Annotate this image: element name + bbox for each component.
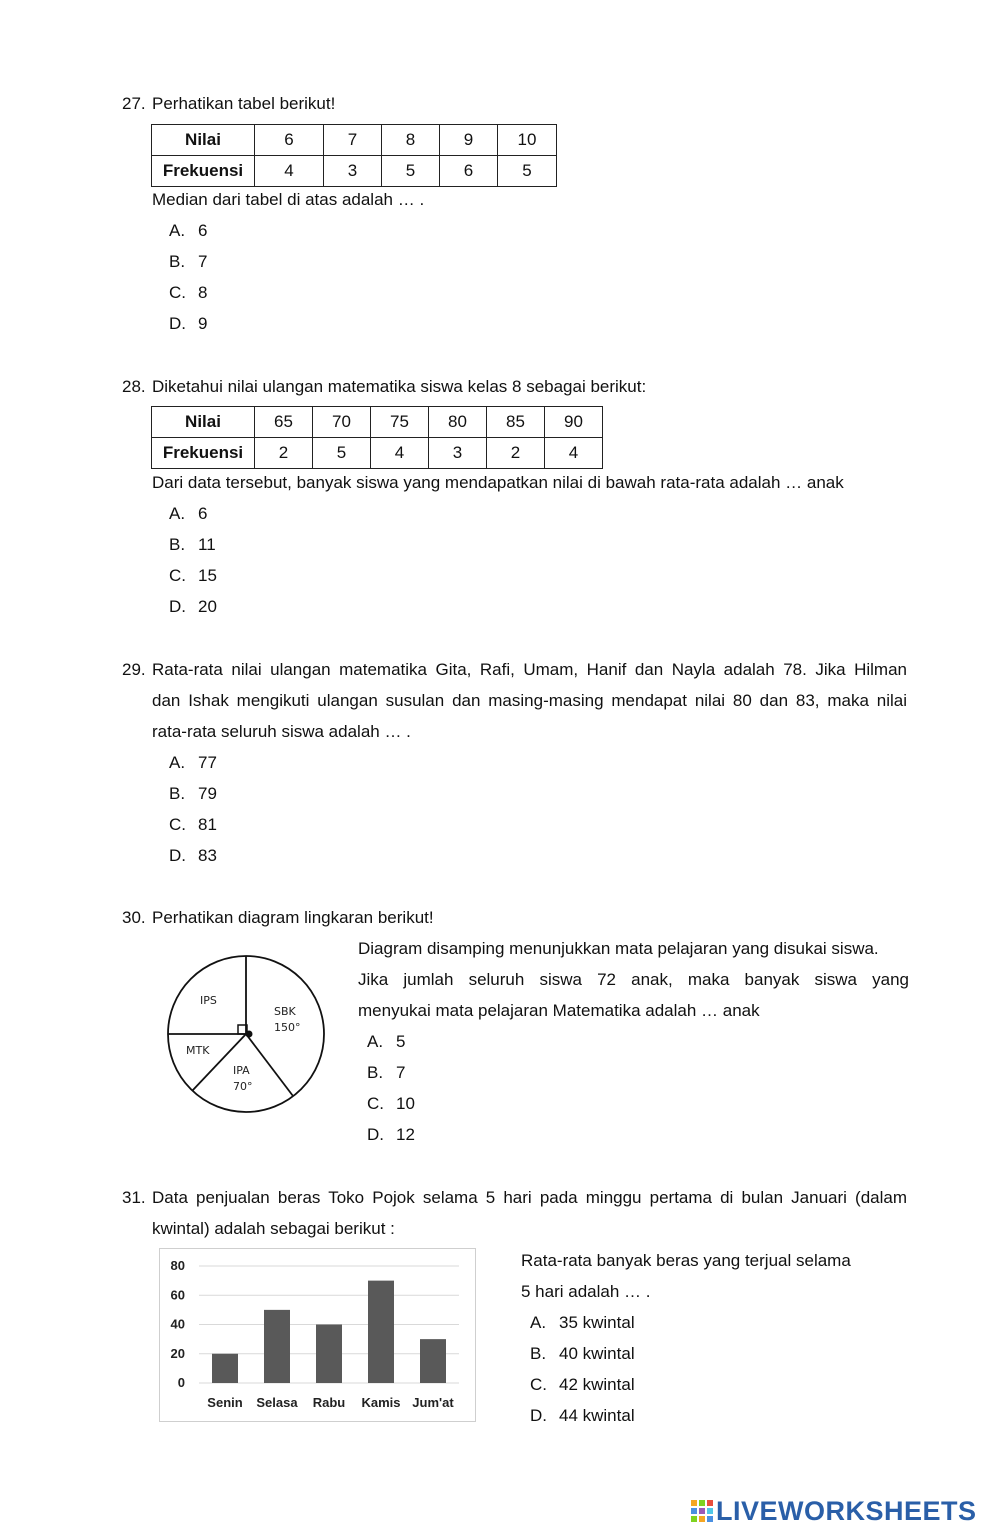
option-letter: A. — [367, 1032, 384, 1051]
option-letter: B. — [169, 252, 186, 271]
option-text: 7 — [198, 252, 208, 271]
pie-label-ips: IPS — [200, 994, 217, 1007]
x-category-label: Rabu — [312, 1395, 346, 1410]
option-text: 40 kwintal — [559, 1344, 635, 1363]
q30-line-1: Diagram disamping menunjukkan mata pelajaran yang disukai siswa. — [358, 939, 879, 958]
q30-option-b[interactable] — [367, 1063, 405, 1083]
pie-label-sbk-degree: 150° — [274, 1021, 301, 1034]
x-category-label: Jum'at — [412, 1395, 454, 1410]
q28-cell: 5 — [313, 438, 371, 469]
option-letter: B. — [530, 1344, 547, 1363]
q28-option-d[interactable] — [169, 597, 217, 617]
option-letter: B. — [169, 784, 186, 803]
y-tick-label: 80 — [170, 1258, 185, 1273]
q31-side-line-2: 5 hari adalah … . — [521, 1282, 651, 1301]
pie-label-ipa: IPA — [233, 1064, 250, 1077]
option-text: 6 — [198, 221, 208, 240]
liveworksheets-logo-icon — [690, 1499, 714, 1523]
q27-option-c[interactable] — [169, 283, 207, 303]
q28-option-c[interactable] — [169, 566, 217, 586]
q27-option-a[interactable] — [169, 221, 207, 241]
q28-option-a[interactable] — [169, 504, 207, 524]
q30-option-d[interactable] — [367, 1125, 415, 1145]
q27-cell: 5 — [498, 156, 557, 187]
q28-cell: 90 — [545, 407, 603, 438]
x-category-label: Selasa — [256, 1395, 298, 1410]
q27-cell: 4 — [255, 156, 324, 187]
q31-option-c[interactable] — [530, 1375, 635, 1395]
option-letter: C. — [530, 1375, 547, 1394]
liveworksheets-logo-text: LIVEWORKSHEETS — [716, 1495, 977, 1526]
option-text: 15 — [198, 566, 217, 585]
option-letter: D. — [169, 314, 186, 333]
x-category-label: Senin — [207, 1395, 243, 1410]
y-tick-label: 60 — [170, 1287, 185, 1303]
q30-line-2: Jika jumlah seluruh siswa 72 anak, maka banyak siswa yang — [358, 970, 909, 989]
q28-cell: 2 — [487, 438, 545, 469]
option-letter: C. — [169, 283, 186, 302]
q29-line-1: Rata-rata nilai ulangan matematika Gita, Rafi, Umam, Hanif dan Nayla adalah 78. Jika Hilman — [152, 660, 907, 679]
q28-row-label-frekuensi: Frekuensi — [152, 438, 255, 469]
option-text: 81 — [198, 815, 217, 834]
q28-cell: 75 — [371, 407, 429, 438]
q29-option-c[interactable] — [169, 815, 217, 835]
option-text: 42 kwintal — [559, 1375, 635, 1394]
option-text: 35 kwintal — [559, 1313, 635, 1332]
q30-line-3: menyukai mata pelajaran Matematika adalah … anak — [358, 1001, 760, 1020]
q30-prompt: Perhatikan diagram lingkaran berikut! — [152, 908, 434, 927]
q27-cell: 8 — [382, 125, 440, 156]
q28-table — [151, 406, 603, 469]
liveworksheets-logo[interactable] — [690, 1496, 977, 1526]
q27-cell: 9 — [440, 125, 498, 156]
option-letter: A. — [169, 504, 186, 523]
q29-option-b[interactable] — [169, 784, 217, 804]
option-letter: D. — [169, 597, 186, 616]
q30-option-a[interactable] — [367, 1032, 405, 1052]
q27-option-d[interactable] — [169, 314, 207, 334]
option-letter: C. — [169, 566, 186, 585]
q27-cell: 5 — [382, 156, 440, 187]
q28-cell: 4 — [545, 438, 603, 469]
q27-table — [151, 124, 557, 187]
bar-selasa — [264, 1310, 290, 1383]
bar-jumat — [420, 1339, 446, 1383]
option-text: 5 — [396, 1032, 406, 1051]
q31-line-1: Data penjualan beras Toko Pojok selama 5 hari pada minggu pertama di bulan Januari (dalam — [152, 1188, 907, 1207]
q28-prompt: Diketahui nilai ulangan matematika siswa kelas 8 sebagai berikut: — [152, 377, 647, 396]
option-letter: D. — [367, 1125, 384, 1144]
bar-chart — [159, 1248, 476, 1422]
q27-cell: 10 — [498, 125, 557, 156]
q27-option-b[interactable] — [169, 252, 207, 272]
option-letter: D. — [169, 846, 186, 865]
q31-line-2: kwintal) adalah sebagai berikut : — [152, 1219, 395, 1238]
pie-center-dot — [246, 1031, 253, 1038]
bar-senin — [212, 1354, 238, 1383]
q31-option-a[interactable] — [530, 1313, 635, 1333]
option-letter: C. — [169, 815, 186, 834]
option-text: 9 — [198, 314, 208, 333]
q28-cell: 80 — [429, 407, 487, 438]
option-text: 44 kwintal — [559, 1406, 635, 1425]
q28-option-b[interactable] — [169, 535, 216, 555]
q27-row-label-frekuensi: Frekuensi — [152, 156, 255, 187]
pie-label-mtk: MTK — [186, 1044, 210, 1057]
bar-kamis — [368, 1281, 394, 1383]
pie-chart — [160, 950, 335, 1120]
option-text: 12 — [396, 1125, 415, 1144]
q28-cell: 3 — [429, 438, 487, 469]
option-text: 8 — [198, 283, 208, 302]
option-text: 11 — [198, 535, 216, 554]
q27-cell: 6 — [440, 156, 498, 187]
option-letter: A. — [530, 1313, 547, 1332]
q31-option-d[interactable] — [530, 1406, 635, 1426]
q27-prompt: Perhatikan tabel berikut! — [152, 94, 336, 113]
q27-cell: 7 — [324, 125, 382, 156]
q27-cell: 3 — [324, 156, 382, 187]
q27-question: Median dari tabel di atas adalah … . — [152, 190, 425, 209]
y-tick-label: 20 — [170, 1345, 185, 1361]
pie-divider-sbk-ipa — [246, 1034, 293, 1096]
option-letter: A. — [169, 221, 186, 240]
x-category-label: Kamis — [361, 1395, 401, 1410]
q31-number: 31. — [122, 1188, 146, 1207]
y-tick-label: 40 — [170, 1316, 185, 1332]
pie-label-ipa-degree: 70° — [233, 1080, 253, 1093]
q28-cell: 2 — [255, 438, 313, 469]
q27-number: 27. — [122, 94, 146, 113]
q29-line-2: dan Ishak mengikuti ulangan susulan dan masing-masing mendapat nilai 80 dan 83, maka nilai — [152, 691, 907, 710]
option-text: 10 — [396, 1094, 415, 1113]
q27-row-label-nilai: Nilai — [152, 125, 255, 156]
q28-cell: 4 — [371, 438, 429, 469]
option-text: 83 — [198, 846, 217, 865]
option-text: 77 — [198, 753, 217, 772]
option-text: 6 — [198, 504, 208, 523]
q29-number: 29. — [122, 660, 146, 679]
bar-rabu — [316, 1325, 342, 1384]
q27-cell: 6 — [255, 125, 324, 156]
q28-number: 28. — [122, 377, 146, 396]
q28-question: Dari data tersebut, banyak siswa yang mendapatkan nilai di bawah rata-rata adalah … anak — [152, 473, 844, 492]
q29-line-3: rata-rata seluruh siswa adalah … . — [152, 722, 411, 741]
q30-option-c[interactable] — [367, 1094, 415, 1114]
q28-cell: 85 — [487, 407, 545, 438]
option-text: 79 — [198, 784, 217, 803]
q31-side-line-1: Rata-rata banyak beras yang terjual selama — [521, 1251, 851, 1270]
q28-row-label-nilai: Nilai — [152, 407, 255, 438]
q30-number: 30. — [122, 908, 146, 927]
option-text: 7 — [396, 1063, 406, 1082]
pie-label-sbk: SBK — [274, 1005, 296, 1018]
q28-cell: 70 — [313, 407, 371, 438]
option-letter: B. — [367, 1063, 384, 1082]
option-letter: C. — [367, 1094, 384, 1113]
q29-option-a[interactable] — [169, 753, 217, 773]
option-letter: B. — [169, 535, 186, 554]
option-letter: D. — [530, 1406, 547, 1425]
y-tick-label: 0 — [177, 1375, 185, 1390]
q31-option-b[interactable] — [530, 1344, 635, 1364]
option-text: 20 — [198, 597, 217, 616]
q29-option-d[interactable] — [169, 846, 217, 866]
option-letter: A. — [169, 753, 186, 772]
q28-cell: 65 — [255, 407, 313, 438]
